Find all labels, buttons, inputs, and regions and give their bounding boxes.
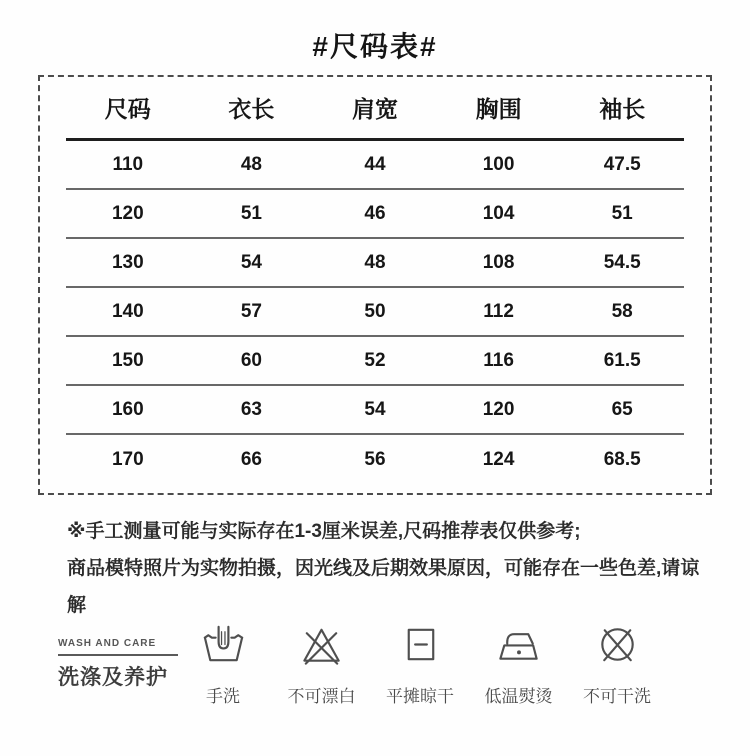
table-cell: 65 [611, 398, 633, 420]
table-cell: 51 [611, 202, 633, 224]
header-cell: 肩宽 [351, 96, 398, 122]
table-cell: 58 [611, 300, 633, 322]
table-cell: 56 [364, 448, 386, 470]
table-cell: 100 [482, 153, 515, 175]
size-table-header-row [66, 77, 684, 141]
table-row [66, 239, 684, 288]
table-cell: 63 [240, 398, 262, 420]
header-cell: 袖长 [599, 96, 646, 122]
no-bleach-icon [298, 621, 345, 673]
care-label: 平摊晾干 [386, 687, 454, 706]
table-row [66, 190, 684, 239]
table-cell: 50 [364, 300, 386, 322]
table-cell: 160 [111, 398, 144, 420]
table-row [66, 337, 684, 386]
table-cell: 46 [364, 202, 386, 224]
header-cell: 衣长 [228, 96, 275, 122]
table-cell: 61.5 [603, 349, 641, 371]
care-item-low-temp-iron [474, 621, 564, 707]
table-cell: 44 [364, 153, 386, 175]
dry-flat-icon [397, 621, 444, 673]
table-cell: 140 [111, 300, 144, 322]
table-cell: 150 [111, 349, 144, 371]
table-cell: 112 [483, 300, 514, 322]
table-cell: 120 [482, 398, 515, 420]
table-cell: 48 [240, 153, 262, 175]
low-temp-iron-icon [495, 621, 542, 673]
care-label: 手洗 [206, 687, 240, 706]
care-label: 不可干洗 [583, 687, 651, 706]
note-line-1: ※手工测量可能与实际存在1-3厘米误差,尺码推荐表仅供参考; [67, 521, 581, 542]
table-cell: 68.5 [603, 448, 641, 470]
no-dry-clean-icon [594, 621, 641, 673]
care-item-no-dry-clean [572, 621, 662, 707]
wash-care-heading [58, 638, 178, 691]
table-cell: 116 [483, 349, 514, 371]
measurement-notes [67, 513, 707, 624]
table-row [66, 386, 684, 435]
table-cell: 110 [112, 153, 144, 175]
table-cell: 54 [364, 398, 386, 420]
table-cell: 124 [482, 448, 515, 470]
table-cell: 104 [482, 202, 515, 224]
table-cell: 47.5 [603, 153, 641, 175]
header-cell: 尺码 [104, 96, 151, 122]
care-icon-list [178, 621, 662, 707]
care-item-dry-flat [375, 621, 465, 707]
table-cell: 66 [240, 448, 262, 470]
table-cell: 52 [364, 349, 386, 371]
table-cell: 57 [240, 300, 262, 322]
wash-care-heading-zh: 洗涤及养护 [58, 666, 168, 689]
note-line-2: 商品模特照片为实物拍摄，因光线及后期效果原因，可能存在一些色差,请谅解 [67, 558, 700, 616]
table-row [66, 288, 684, 337]
table-row [66, 435, 684, 484]
table-cell: 108 [482, 251, 515, 273]
header-cell: 胸围 [475, 96, 522, 122]
care-item-hand-wash [178, 621, 268, 707]
table-cell: 170 [111, 448, 144, 470]
table-row [66, 141, 684, 190]
wash-care-section [58, 621, 662, 707]
table-cell: 54 [240, 251, 262, 273]
page-title: #尺码表# [312, 31, 438, 62]
hand-wash-icon [200, 621, 247, 673]
care-item-no-bleach [277, 621, 367, 707]
table-cell: 60 [240, 349, 262, 371]
table-cell: 54.5 [603, 251, 641, 273]
care-label: 不可漂白 [287, 687, 356, 706]
table-cell: 130 [111, 251, 144, 273]
table-cell: 120 [111, 202, 144, 224]
size-table [38, 75, 712, 495]
table-cell: 48 [364, 251, 386, 273]
table-cell: 51 [240, 202, 262, 224]
care-label: 低温熨烫 [484, 687, 553, 706]
wash-care-heading-en: WASH AND CARE [58, 638, 178, 656]
